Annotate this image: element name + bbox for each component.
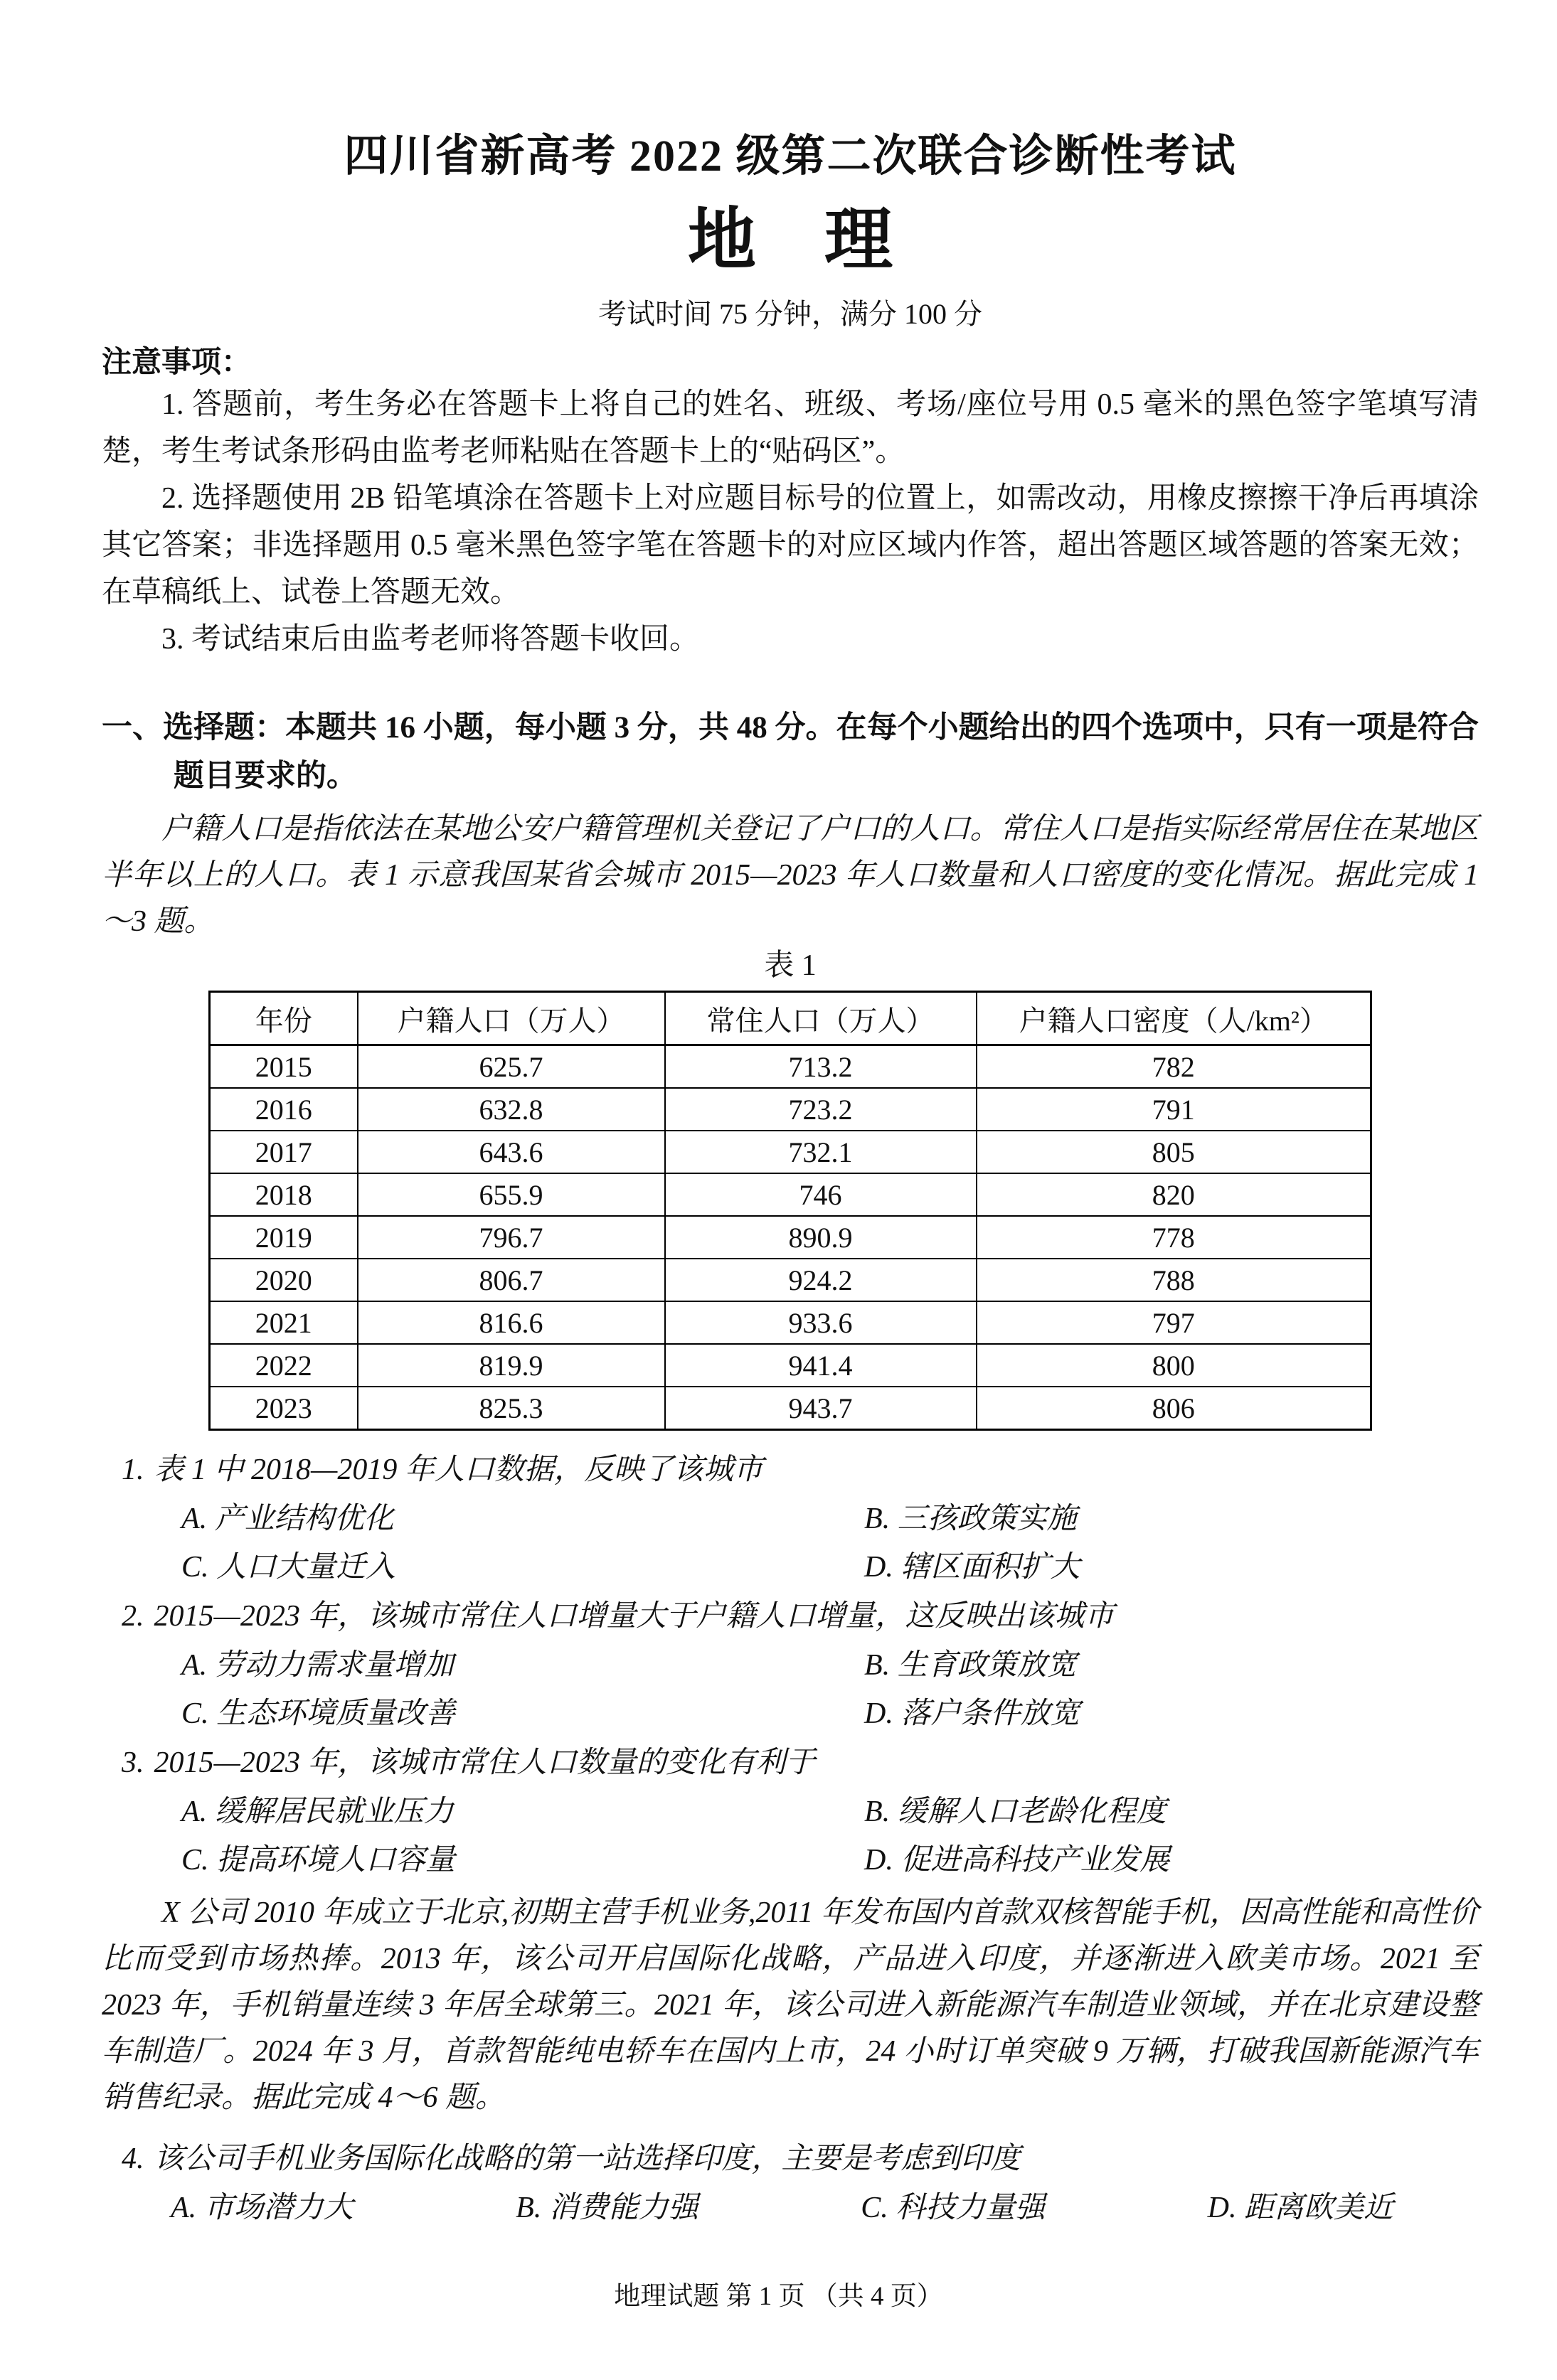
table-cell: 2019 [210, 1216, 358, 1259]
notices-heading: 注意事项： [102, 346, 252, 380]
question-stem: 2015—2023 年，该城市常住人口增量大于户籍人口增量，这反映出该城市 [154, 1600, 1115, 1633]
table-cell: 746 [665, 1173, 977, 1216]
option-a: A. 产业结构优化 [181, 1503, 394, 1536]
question-stem: 该公司手机业务国际化战略的第一站选择印度，主要是考虑到印度 [154, 2142, 1021, 2176]
table-caption: 表 1 [764, 949, 817, 983]
table-header-registered-pop: 户籍人口（万人） [358, 992, 665, 1045]
table-cell: 723.2 [665, 1088, 977, 1131]
question-3 [102, 1738, 1479, 1884]
table-cell: 2020 [210, 1259, 358, 1301]
table-row [210, 1387, 1371, 1430]
option-b: B. 生育政策放宽 [864, 1649, 1077, 1682]
table-cell: 806.7 [358, 1259, 665, 1301]
question-3-options [102, 1788, 1479, 1884]
page-footer: 地理试题 第 1 页 （共 4 页） [614, 2282, 943, 2311]
table-cell: 625.7 [358, 1045, 665, 1089]
table-cell: 732.1 [665, 1131, 977, 1173]
stimulus-population: 户籍人口是指依法在某地公安户籍管理机关登记了户口的人口。常住人口是指实际经常居住在某地区半年以上的人口。表 1 示意我国某省会城市 2015—2023 年人口数量和人口密度的变化情况。据此完成 1～3 题。 [102, 813, 1479, 939]
section-instructions: 一、选择题：本题共 16 小题，每小题 3 分，共 48 分。在每个小题给出的四个选项中，只有一项是符合题目要求的。 [102, 711, 1479, 794]
table-header-resident-pop: 常住人口（万人） [665, 992, 977, 1045]
notice-item-1: 1. 答题前，考生务必在答题卡上将自己的姓名、班级、考场/座位号用 0.5 毫米的黑色签字笔填写清楚，考生考试条形码由监考老师粘贴在答题卡上的“贴码区”。 [102, 388, 1479, 469]
table-cell: 820 [977, 1173, 1371, 1216]
table-cell: 2022 [210, 1344, 358, 1387]
table-header-year: 年份 [210, 992, 358, 1045]
option-d: D. 促进高科技产业发展 [864, 1844, 1170, 1877]
table-cell: 800 [977, 1344, 1371, 1387]
table-cell: 643.6 [358, 1131, 665, 1173]
table-cell: 797 [977, 1301, 1371, 1344]
subject-title: 地 理 [688, 202, 893, 279]
option-b: B. 缓解人口老龄化程度 [864, 1795, 1167, 1829]
table-row [210, 1173, 1371, 1216]
table-cell: 2015 [210, 1045, 358, 1089]
table-cell: 806 [977, 1387, 1371, 1430]
table-cell: 713.2 [665, 1045, 977, 1089]
table-cell: 632.8 [358, 1088, 665, 1131]
question-4 [102, 2134, 1479, 2232]
question-4-line [102, 2134, 1479, 2184]
table-header-density: 户籍人口密度（人/km²） [977, 992, 1371, 1045]
table-cell: 782 [977, 1045, 1371, 1089]
question-4-options [102, 2184, 1479, 2232]
option-d: D. 辖区面积扩大 [864, 1551, 1080, 1584]
notice-item-3: 3. 考试结束后由监考老师将答题卡收回。 [161, 623, 700, 656]
table-cell: 778 [977, 1216, 1371, 1259]
table-cell: 819.9 [358, 1344, 665, 1387]
table-cell: 943.7 [665, 1387, 977, 1430]
questions-list [102, 1445, 1479, 1884]
question-3-line [102, 1738, 1479, 1788]
option-c: C. 人口大量迁入 [181, 1551, 396, 1584]
option-a: A. 市场潜力大 [171, 2192, 354, 2225]
table-cell: 805 [977, 1131, 1371, 1173]
question-stem: 表 1 中 2018—2019 年人口数据，反映了该城市 [154, 1453, 763, 1487]
table-row [210, 1045, 1371, 1089]
table-cell: 924.2 [665, 1259, 977, 1301]
question-1-options [102, 1495, 1479, 1591]
table-row [210, 1088, 1371, 1131]
question-2-line [102, 1591, 1479, 1641]
table-cell: 788 [977, 1259, 1371, 1301]
option-a: A. 缓解居民就业压力 [181, 1795, 454, 1829]
table-cell: 2016 [210, 1088, 358, 1131]
table-cell: 655.9 [358, 1173, 665, 1216]
table-row [210, 1259, 1371, 1301]
table-cell: 2021 [210, 1301, 358, 1344]
table-row [210, 1216, 1371, 1259]
option-b: B. 消费能力强 [516, 2192, 698, 2225]
table-cell: 890.9 [665, 1216, 977, 1259]
question-2-options [102, 1641, 1479, 1738]
question-2 [102, 1591, 1479, 1738]
option-b: B. 三孩政策实施 [864, 1503, 1077, 1536]
table-cell: 796.7 [358, 1216, 665, 1259]
question-1-line [102, 1445, 1479, 1495]
table-row [210, 1344, 1371, 1387]
exam-info: 考试时间 75 分钟，满分 100 分 [598, 298, 982, 331]
table-cell: 2023 [210, 1387, 358, 1430]
question-number: 2. [122, 1600, 144, 1633]
stimulus-company: X 公司 2010 年成立于北京,初期主营手机业务,2011 年发布国内首款双核智能手机，因高性能和高性价比而受到市场热捧。2013 年，该公司开启国际化战略，产品进入印度，并逐渐进入欧美市场。2021 至 2023 年，手机销量连续 3 年居全球第三。2021 年，该公司进入新能源汽车制造业领域，并在北京建设整车制造厂。2024 年 3 月，首款智能纯电轿车在国内上市，24 小时订单突破 9 万辆，打破我国新能源汽车销售纪录。据此完成 4～6 题。 [102, 1896, 1479, 2115]
table-cell: 2017 [210, 1131, 358, 1173]
table-cell: 2018 [210, 1173, 358, 1216]
option-c: C. 提高环境人口容量 [181, 1844, 456, 1877]
exam-title: 四川省新高考 2022 级第二次联合诊断性考试 [344, 132, 1237, 181]
question-number: 3. [122, 1746, 144, 1780]
population-table [208, 991, 1372, 1431]
table-row [210, 1301, 1371, 1344]
notice-item-2: 2. 选择题使用 2B 铅笔填涂在答题卡上对应题目标号的位置上，如需改动，用橡皮擦擦干净后再填涂其它答案；非选择题用 0.5 毫米黑色签字笔在答题卡的对应区域内作答，超出答题区域答题的答案无效；在草稿纸上、试卷上答题无效。 [102, 482, 1479, 609]
option-d: D. 距离欧美近 [1207, 2192, 1393, 2225]
question-number: 4. [122, 2142, 144, 2176]
option-c: C. 生态环境质量改善 [181, 1697, 456, 1731]
option-c: C. 科技力量强 [861, 2192, 1046, 2225]
option-a: A. 劳动力需求量增加 [181, 1649, 454, 1682]
question-1 [102, 1445, 1479, 1591]
table-cell: 933.6 [665, 1301, 977, 1344]
option-d: D. 落户条件放宽 [864, 1697, 1080, 1731]
table-cell: 825.3 [358, 1387, 665, 1430]
table-row [210, 1131, 1371, 1173]
table-cell: 816.6 [358, 1301, 665, 1344]
question-number: 1. [122, 1453, 144, 1487]
question-stem: 2015—2023 年，该城市常住人口数量的变化有利于 [154, 1746, 816, 1780]
table-header-row [210, 992, 1371, 1045]
table-cell: 791 [977, 1088, 1371, 1131]
table-cell: 941.4 [665, 1344, 977, 1387]
